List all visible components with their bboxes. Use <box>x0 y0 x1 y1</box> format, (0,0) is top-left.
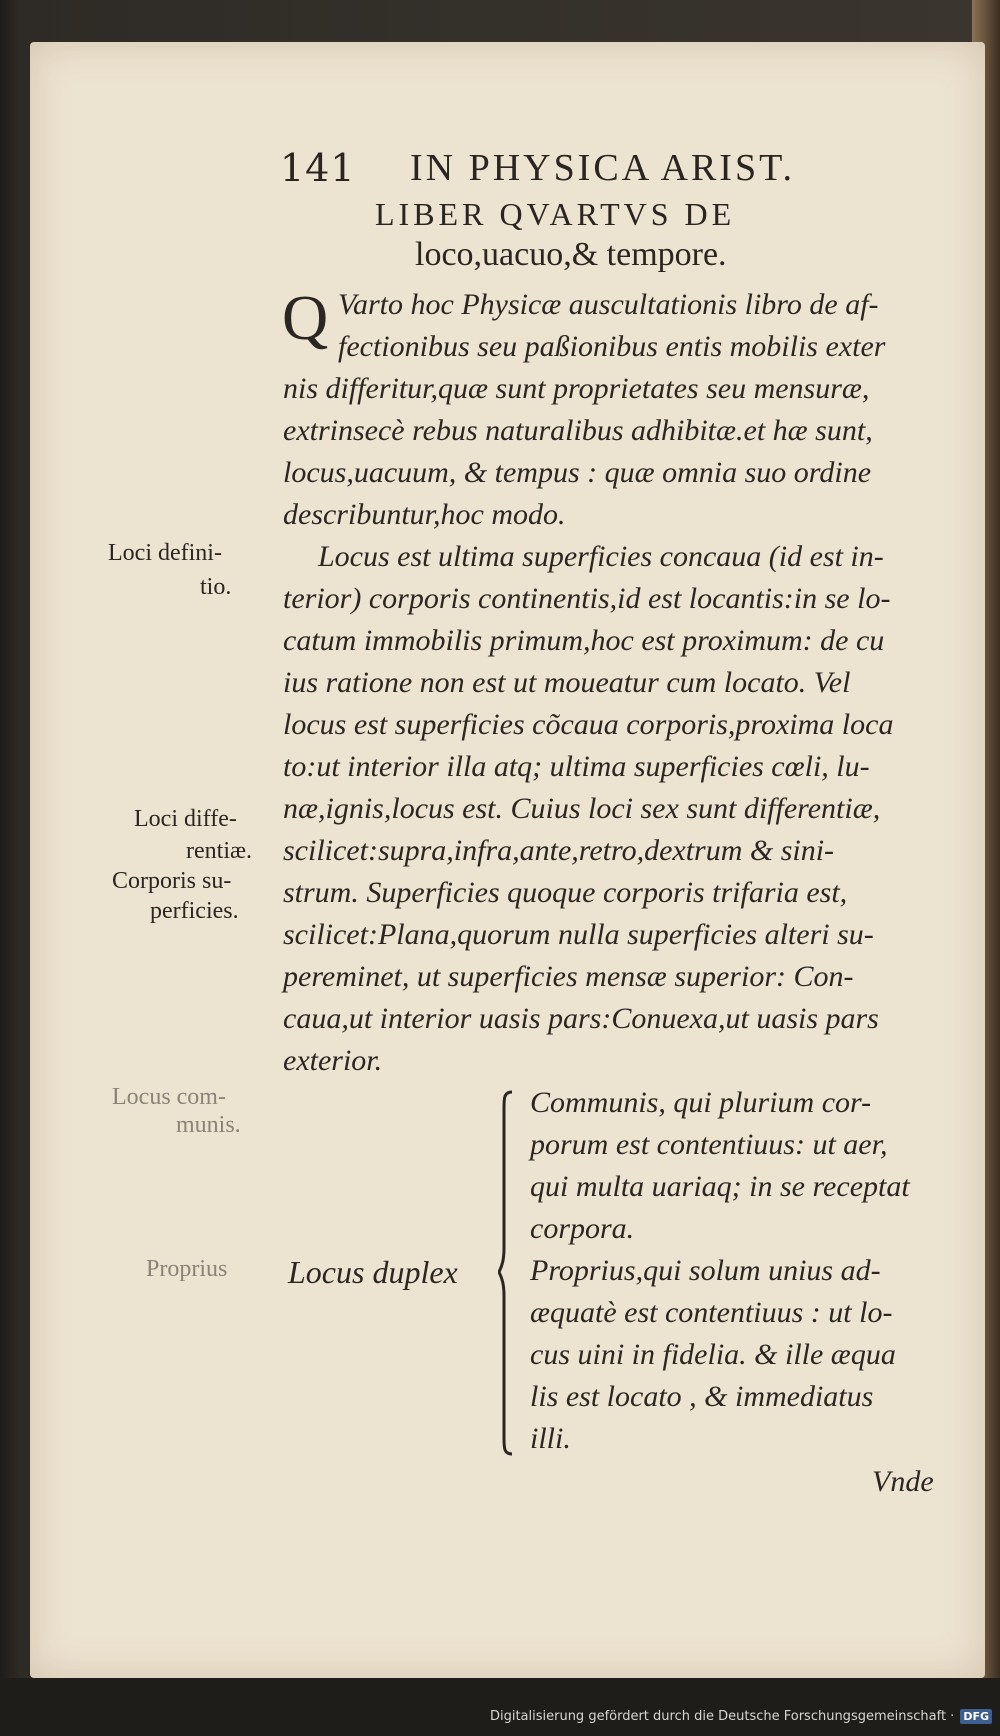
intro-line-2: fectionibus seu paßionibus entis mobilis exter <box>338 330 886 363</box>
communis-line: qui multa uariaq; in se receptat <box>530 1170 910 1203</box>
definition-line: scilicet:supra,infra,ante,retro,dextrum & sini- <box>283 834 835 867</box>
folio-number: 141 <box>280 146 356 190</box>
proprius-line: Proprius,qui solum unius ad- <box>530 1254 881 1287</box>
margin-note-loci-differentiae: rentiæ. <box>186 838 252 864</box>
book-title-line1: LIBER QVARTVS DE <box>375 196 736 232</box>
definition-line: catum immobilis primum,hoc est proximum: de cu <box>283 624 885 657</box>
communis-line: corpora. <box>530 1212 635 1245</box>
definition-line: ius ratione non est ut moueatur cum locato. Vel <box>283 666 851 699</box>
intro-line-1: Varto hoc Physicæ auscultationis libro de af- <box>338 288 879 321</box>
definition-line: caua,ut interior uasis pars:Conuexa,ut uasis pars <box>283 1002 879 1035</box>
intro-line: describuntur,hoc modo. <box>283 498 566 531</box>
book-title-line2: loco,uacuo,& tempore. <box>415 236 727 273</box>
footer-bar <box>0 1678 1000 1736</box>
margin-note-loci-differentiae: Loci diffe- <box>134 806 237 832</box>
definition-line: scilicet:Plana,quorum nulla superficies alteri su- <box>283 918 874 951</box>
communis-line: porum est contentiuus: ut aer, <box>530 1128 888 1161</box>
running-title: IN PHYSICA ARIST. <box>410 147 795 189</box>
dfg-logo: DFG <box>960 1709 992 1724</box>
intro-line: extrinsecè rebus naturalibus adhibitæ.et hæ sunt, <box>283 414 873 447</box>
definition-line: pereminet, ut superficies mensæ superior: Con- <box>283 960 854 993</box>
margin-note-corporis-superficies: perficies. <box>150 898 239 924</box>
proprius-line: illi. <box>530 1422 571 1455</box>
proprius-line: æquatè est contentiuus : ut lo- <box>530 1296 893 1329</box>
definition-line: strum. Superficies quoque corporis trifaria est, <box>283 876 848 909</box>
definition-line: næ,ignis,locus est. Cuius loci sex sunt differentiæ, <box>283 792 881 825</box>
margin-note-corporis-superficies: Corporis su- <box>112 868 232 894</box>
drop-capital: Q <box>282 282 329 353</box>
curly-brace-icon <box>498 1088 514 1458</box>
margin-note-locus-communis: munis. <box>176 1112 241 1138</box>
bracket-label: Locus duplex <box>288 1254 458 1290</box>
intro-line: nis differitur,quæ sunt proprietates seu mensuræ, <box>283 372 870 405</box>
margin-note-loci-definitio: Loci defini- <box>108 540 222 566</box>
definition-line: locus est superficies cõcaua corporis,proxima loca <box>283 708 894 741</box>
communis-line: Communis, qui plurium cor- <box>530 1086 872 1119</box>
proprius-line: cus uini in fidelia. & ille æqua <box>530 1338 896 1371</box>
margin-note-proprius: Proprius <box>146 1256 228 1282</box>
footer-credit-text: Digitalisierung gefördert durch die Deutsche Forschungsgemeinschaft · <box>489 1709 955 1724</box>
proprius-line: lis est locato , & immediatus <box>530 1380 874 1413</box>
catchword: Vnde <box>872 1465 934 1498</box>
definition-line: terior) corporis continentis,id est locantis:in se lo- <box>283 582 891 615</box>
definition-line: exterior. <box>283 1044 383 1077</box>
margin-note-loci-definitio: tio. <box>200 574 232 600</box>
margin-note-locus-communis: Locus com- <box>112 1084 226 1110</box>
definition-line: Locus est ultima superficies concaua (id est in- <box>318 540 884 573</box>
intro-line: locus,uacuum, & tempus : quæ omnia suo ordine <box>283 456 872 489</box>
footer-credit <box>490 1709 992 1724</box>
definition-line: to:ut interior illa atq; ultima superficies cœli, lu- <box>283 750 870 783</box>
